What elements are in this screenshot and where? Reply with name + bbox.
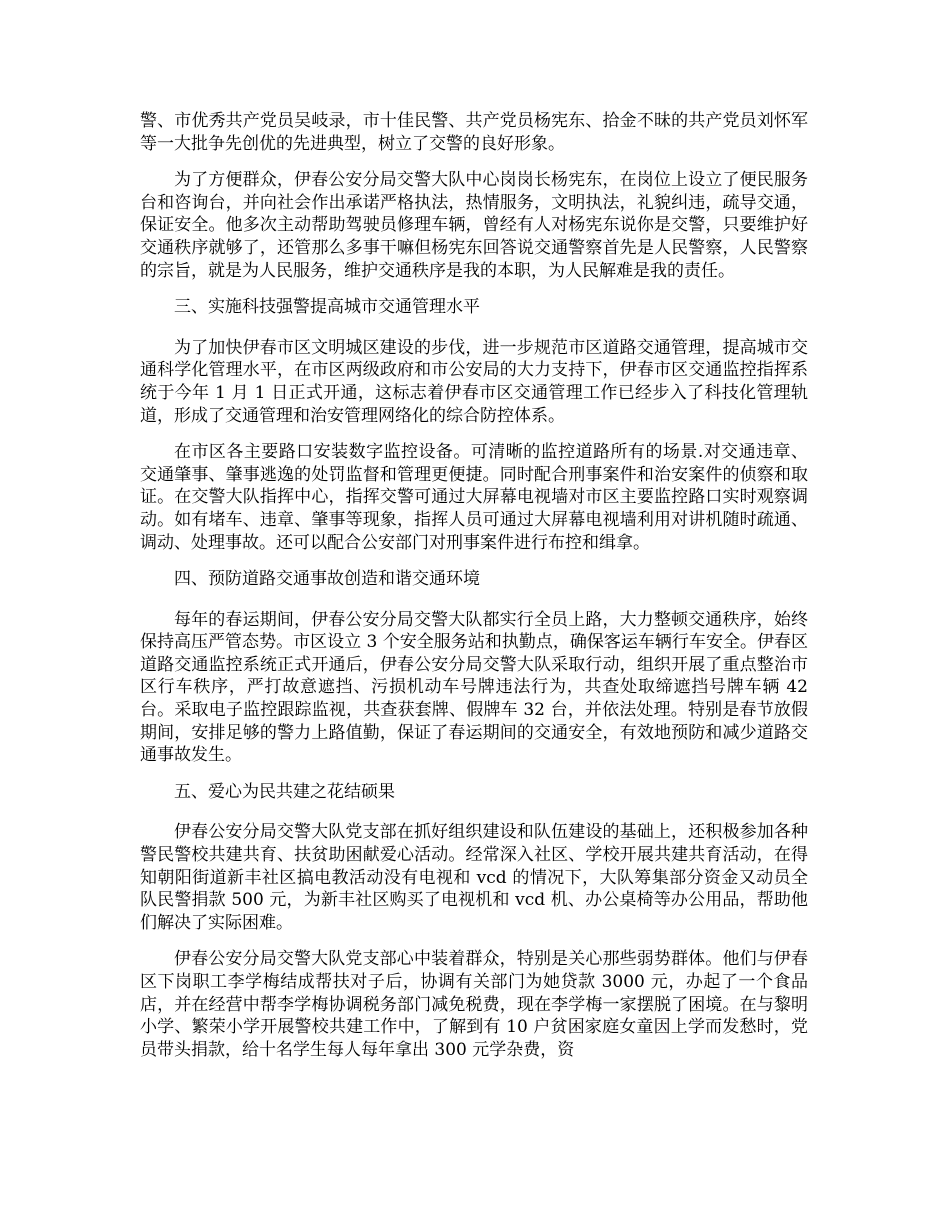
paragraph-3: 为了加快伊春市区文明城区建设的步伐，进一步规范市区道路交通管理，提高城市交通科学化管理水平，在市区两级政府和市公安局的大力支持下，伊春市区交通监控指挥系统于今年 1 月 1 日正式开通，这标志着伊春市区交通管理工作已经步入了科技化管理轨道，形成了交通管理和治安管理网络化的综合防控体系。 — [140, 337, 808, 426]
section-heading-3: 三、实施科技强警提高城市交通管理水平 — [174, 297, 480, 318]
section-heading-4: 四、预防道路交通事故创造和谐交通环境 — [174, 569, 480, 590]
paragraph-7: 伊春公安分局交警大队党支部心中装着群众，特别是关心那些弱势群体。他们与伊春区下岗职工李学梅结成帮扶对子后，协调有关部门为她贷款 3000 元，办起了一个食品店，并在经营中帮李学梅协调税务部门减免税费，现在李学梅一家摆脱了困境。在与黎明小学、繁荣小学开展警校共建工作中，了解到有 10 户贫困家庭女童因上学而发愁时，党员带头捐款，给十名学生每人每年拿出 300 元学杂费，资 — [140, 949, 808, 1060]
paragraph-5: 每年的春运期间，伊春公安分局交警大队都实行全员上路，大力整顿交通秩序，始终保持高压严管态势。市区设立 3 个安全服务站和执勤点，确保客运车辆行车安全。伊春区道路交通监控系统正式开通后，伊春公安分局交警大队采取行动，组织开展了重点整治市区行车秩序，严打故意遮挡、污损机动车号牌违法行为，共查处取缔遮挡号牌车辆 42 台。采取电子监控跟踪监视，共查获套牌、假牌车 32 台，并依法处理。特别是春节放假期间，安排足够的警力上路值勤，保证了春运期间的交通安全，有效地预防和减少道路交通事故发生。 — [140, 609, 808, 766]
paragraph-4: 在市区各主要路口安装数字监控设备。可清晰的监控道路所有的场景.对交通违章、交通肇事、肇事逃逸的处罚监督和管理更便捷。同时配合刑事案件和治安案件的侦察和取证。在交警大队指挥中心，指挥交警可通过大屏幕电视墙对市区主要监控路口实时观察调动。如有堵车、违章、肇事等现象，指挥人员可通过大屏幕电视墙利用对讲机随时疏通、调动、处理事故。还可以配合公安部门对刑事案件进行布控和缉拿。 — [140, 442, 808, 553]
paragraph-6: 伊春公安分局交警大队党支部在抓好组织建设和队伍建设的基础上，还积极参加各种警民警校共建共育、扶贫助困献爱心活动。经常深入社区、学校开展共建共育活动，在得知朝阳街道新丰社区搞电教活动没有电视和 vcd 的情况下，大队筹集部分资金又动员全队民警捐款 500 元，为新丰社区购买了电视机和 vcd 机、办公桌椅等办公用品，帮助他们解决了实际困难。 — [140, 822, 808, 933]
paragraph-1: 警、市优秀共产党员吴岐录，市十佳民警、共产党员杨宪东、拾金不昧的共产党员刘怀军等一大批争先创优的先进典型，树立了交警的良好形象。 — [140, 111, 808, 154]
paragraph-2: 为了方便群众，伊春公安分局交警大队中心岗岗长杨宪东，在岗位上设立了便民服务台和咨询台，并向社会作出承诺严格执法，热情服务，文明执法，礼貌纠违，疏导交通，保证安全。他多次主动帮助驾驶员修理车辆，曾经有人对杨宪东说你是交警，只要维护好交通秩序就够了，还管那么多事干嘛但杨宪东回答说交通警察首先是人民警察，人民警察的宗旨，就是为人民服务，维护交通秩序是我的本职，为人民解难是我的责任。 — [140, 170, 808, 281]
document-page — [140, 110, 808, 1075]
section-heading-5: 五、爱心为民共建之花结硕果 — [174, 781, 395, 802]
